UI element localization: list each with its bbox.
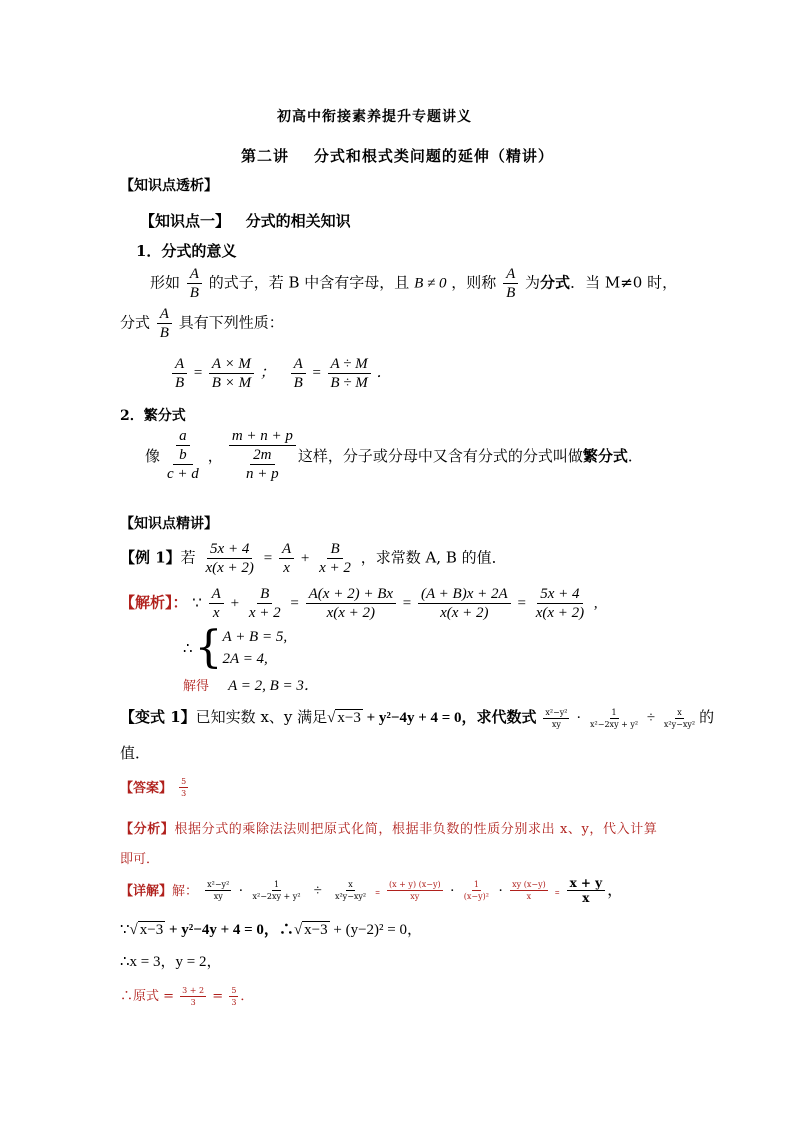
fraction-a-over-b: $\frac{A}{B}$ [187,265,202,302]
section-overview: 【知识点透析】 [120,178,218,194]
brace: { [194,622,223,673]
text: 若 [180,548,196,567]
period: ． [376,364,392,381]
text: 这样，分子或分母中又含有分式的分式叫做 [297,446,583,465]
fraction: $\frac{A}{B}$ [172,355,187,392]
variant1-question-line2: 值． [120,744,151,762]
fraction: $\frac{(x + y) (x-y)}{xy}$ [389,880,441,901]
doc-title: 初高中衔接素养提升专题讲义 [277,109,472,125]
text: ，求常数 A, B 的值． [360,548,507,567]
analysis-label: 【分析】 [120,822,175,837]
example1-solution: 【解析】： ∵ $\frac{A}{x}$ + $\frac{B}{x + 2}$ = $\frac{A(x + 2) + Bx}{x(x + 2)}$ = $\frac{(A + B)x + 2A}{x(x + 2)}$ = $\frac{5x + 4}{x(x + 2)}$ , [120,586,598,621]
text: 为 [525,273,541,292]
text: 已知实数 x、y 满足 [195,708,328,726]
fraction: $\frac{(A + B)x + 2A}{x(x + 2)}$ [418,585,511,622]
variant1-question: 【变式 1】已知实数 x、y 满足√ x−3 + y²−4y + 4 = 0，求代数式 $\frac{\text{x²−y²}}{xy}$ · $\frac{1}{\text{x²−2xy + y²}}$ ÷ $\frac{x}{\text{x²y−xy²}}$ 的 [120,707,715,729]
text: + y²−4y + 4 = 0，∴ [165,922,294,938]
subsection-complex: 2．繁分式 [120,408,186,424]
answer-fraction: $\frac{5}{3}$ [181,777,187,798]
text: 具有下列性质： [178,313,284,332]
fraction: $\frac{xy (x-y)}{x}$ [512,880,546,901]
fraction: $\frac{5x + 4}{x(x + 2)}$ [535,586,585,621]
subsection-meaning: 1．分式的意义 [136,242,237,260]
fraction: $\frac{\text{x²−y²}}{xy}$ [207,880,230,901]
example-label: 【例 1】 [120,548,181,567]
detail-label: 【详解】 [120,884,173,899]
fraction: $\frac{5}{3}$ [231,986,237,1007]
text: 的 [699,708,715,726]
section-point1: 【知识点一】 分式的相关知识 [140,212,351,230]
because-symbol: ∵ [120,922,130,938]
sqrt-radicand: x−3 [337,710,361,726]
term-fraction: 分式 [540,273,571,292]
variant1-step2: ∵√ x−3 + y²−4y + 4 = 0，∴√ x−3 + (y−2)² = 0， [120,922,423,938]
fraction: $\frac{\text{x²−y²}}{xy}$ [545,707,568,729]
complex-fraction-2: $\frac{m + n + p}{\frac{2m}{n + p}}$ [229,427,296,483]
example1-result [183,674,319,695]
dot: · [576,710,582,726]
text: ， [607,880,624,899]
fraction: $\frac{1}{\text{(x−y)²}}$ [463,880,489,901]
equals: = [212,989,228,1004]
analysis-text: 根据分式的乘除法法则把原式化简，根据非负数的性质分别求出 x、y，代入计算 [174,822,658,837]
fraction: $\frac{x}{\text{x²y−xy²}}$ [334,880,367,901]
answer-label: 【答案】 [120,781,173,796]
text: ，则称 [451,273,497,292]
example1-question: 【例 1】若 $\frac{5x + 4}{x(x + 2)}$ = $\frac{A}{x}$ + $\frac{B}{x + 2}$ ，求常数 A, B 的值． [120,541,507,576]
fraction: $\frac{1}{\text{x²−2xy + y²}}$ [590,707,639,729]
fraction: $\frac{A(x + 2) + Bx}{x(x + 2)}$ [306,585,396,622]
text: ．当 M≠0 时， [570,273,678,292]
result: A = 2, B = 3． [228,678,319,694]
example1-system [183,622,288,673]
fraction: $\frac{A}{B}$ [291,355,306,392]
fraction: $\frac{B}{x + 2}$ [248,586,281,621]
fraction: $\frac{B}{x + 2}$ [319,541,351,576]
variant1-analysis [120,818,657,837]
equals: = [554,888,560,897]
fraction: $\frac{x + y}{x}$ [567,876,606,905]
text: 解： [172,884,199,899]
equals: = [311,364,322,381]
text: 形如 [150,273,181,292]
therefore-symbol: ∴ [183,640,193,657]
sqrt-radicand: x−3 [304,922,328,938]
variant1-step4 [120,985,253,1008]
dot: · [449,883,455,899]
text: 像 [145,446,161,465]
variant1-analysis-line2: 即可． [120,852,160,867]
section-practice: 【知识点精讲】 [120,516,218,532]
definition-line-2 [120,305,284,342]
solution-label: 【解析】： [120,593,188,612]
separator: ； [259,364,275,381]
fraction: $\frac{1}{\text{x²−2xy + y²}}$ [252,880,301,901]
definition-line-1 [150,265,677,302]
lecture-title: 第二讲 分式和根式类问题的延伸（精讲） [241,147,554,165]
fraction: $\frac{x}{\text{x²y−xy²}}$ [663,707,696,729]
text: + y²−4y + 4 = 0，求代数式 [362,710,537,726]
fraction: $\frac{3 + 2}{3}$ [182,986,205,1007]
fraction: $\frac{A \div M}{B \div M}$ [327,355,370,392]
text: 的式子，若 B 中含有字母，且 [208,273,410,292]
solve-label: 解得 [183,679,210,694]
fraction: $\frac{A \times M}{B \times M}$ [209,355,254,392]
text: ∴原式 = [120,989,179,1004]
text: 分式 [120,313,151,332]
variant1-detail [120,876,623,905]
dot: · [498,883,504,899]
variant-label: 【变式 1】 [120,708,196,726]
fraction: $\frac{A}{x}$ [279,540,294,577]
text: ． [240,989,254,1004]
equals: = [192,364,204,381]
complex-fraction-1: $\frac{\frac{a}{b}}{c + d}$ [167,428,199,482]
fraction-a-over-b: $\frac{A}{B}$ [503,265,518,302]
text: + (y−2)² = 0， [329,922,423,938]
fraction-a-over-b: $\frac{A}{B}$ [157,305,172,342]
sqrt-radicand: x−3 [139,922,164,938]
equation: 2A = 4, [222,651,268,667]
equals: = [375,888,380,897]
divide: ÷ [646,710,656,726]
variant1-step3: ∴x = 3，y = 2， [120,954,222,970]
fraction: $\frac{A}{x}$ [209,585,224,622]
dot: · [238,883,244,899]
equation: A + B = 5, [222,629,288,645]
complex-line [145,427,643,483]
condition: B ≠ 0 [414,275,447,292]
fraction-properties [170,355,392,392]
comma: ， [207,446,223,465]
fraction: $\frac{5x + 4}{x(x + 2)}$ [205,541,254,576]
because-symbol: ∵ [192,595,202,612]
text: ． [627,446,643,465]
divide: ÷ [313,883,322,899]
term-complex-fraction: 繁分式 [582,446,628,465]
variant1-answer [120,776,190,799]
